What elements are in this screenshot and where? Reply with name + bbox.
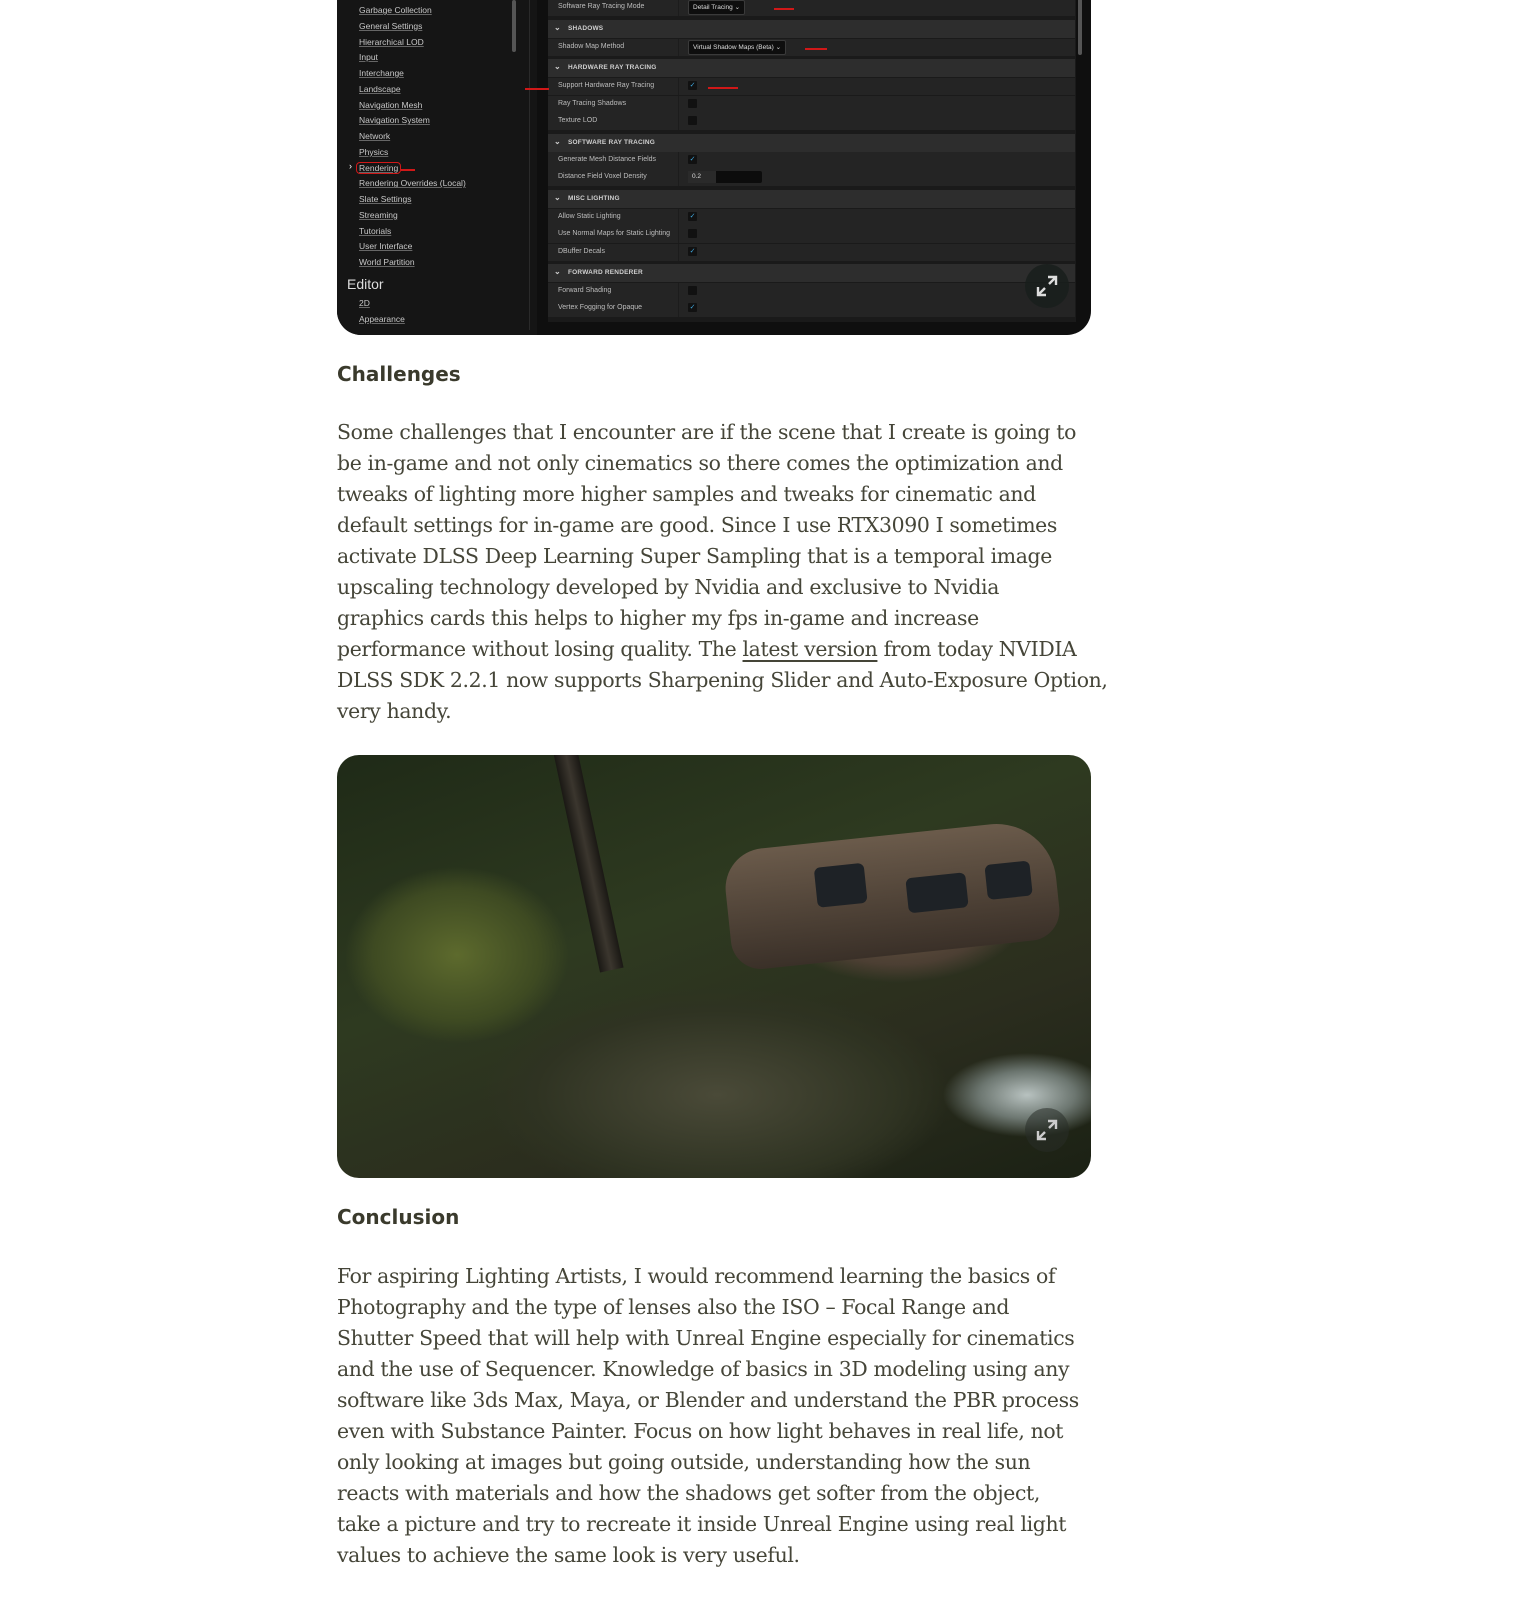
sidebar-item-landscape[interactable]: Landscape [359,83,401,94]
setting-row-vertex-fog [548,300,1075,318]
setting-row-normal-maps-static [548,226,1075,244]
sidebar-item-2d[interactable]: 2D [359,298,370,308]
sidebar-item-interchange[interactable]: Interchange [359,68,404,78]
check-icon: ✓ [689,156,696,163]
forest-cars-render-image [337,755,1091,1178]
chevron-down-icon: ⌄ [734,4,741,11]
setting-checkbox[interactable] [688,229,697,238]
section-header-misc-header [548,190,1075,208]
setting-checkbox[interactable] [688,212,697,221]
annotation-arrow [774,8,794,10]
setting-checkbox[interactable] [688,286,697,295]
annotation-arrow [708,87,738,89]
annotation-arrow [401,169,415,171]
text: performance without losing quality. The [337,637,743,661]
section-title: HARDWARE RAY TRACING [568,64,657,71]
sidebar-item-streaming[interactable]: Streaming [359,209,398,220]
section-header-forward-header [548,264,1075,282]
expand-icon [1035,1118,1059,1142]
challenges-heading: Challenges [337,362,461,386]
dropdown-value: Virtual Shadow Maps (Beta) [693,44,774,51]
sidebar-item-tutorials[interactable]: Tutorials [359,225,392,236]
setting-checkbox[interactable] [688,81,697,90]
setting-label: Allow Static Lighting [558,213,621,220]
section-header-hw-rt-header [548,59,1075,77]
setting-label: Texture LOD [558,117,598,124]
setting-row-allow-static [548,209,1075,227]
text-line: very handy. [337,699,452,723]
dropdown-value: Detail Tracing [693,4,733,11]
sidebar-scrollbar[interactable] [512,0,516,52]
tree-trunk [552,755,623,972]
setting-row-rt-shadows [548,96,1075,114]
section-title: SHADOWS [568,25,604,32]
expand-image-button[interactable] [1025,1108,1069,1152]
sidebar-item-garbage-collection[interactable]: Garbage Collection [359,5,432,15]
text-line: Shutter Speed that will help with Unreal Engine especially for cinematics [337,1326,1075,1350]
setting-label: Vertex Fogging for Opaque [558,304,643,311]
setting-label: Ray Tracing Shadows [558,100,627,107]
section-title: MISC LIGHTING [568,195,620,202]
chevron-down-icon: ⌄ [775,44,782,51]
text-line: take a picture and try to recreate it inside Unreal Engine using real light [337,1512,1067,1536]
setting-label: Software Ray Tracing Mode [558,3,645,10]
abandoned-car [722,818,1063,972]
setting-checkbox[interactable] [688,303,697,312]
text-line: software like 3ds Max, Maya, or Blender and understand the PBR process [337,1388,1079,1412]
text-line: even with Substance Painter. Focus on how light behaves in real life, not [337,1419,1064,1443]
setting-label: Generate Mesh Distance Fields [558,156,657,163]
setting-label: Shadow Map Method [558,43,625,50]
latest-version-link[interactable]: latest version [742,637,878,661]
section-title: FORWARD RENDERER [568,269,643,276]
text-line: activate DLSS Deep Learning Super Sampling that is a temporal image [337,544,1052,568]
details-scrollbar[interactable] [1078,0,1082,55]
sidebar-item-user-interface[interactable]: User Interface [359,241,413,252]
setting-number-input[interactable] [688,171,762,183]
sidebar-item-physics[interactable]: Physics [359,146,389,157]
settings-screenshot-image [337,0,1091,335]
conclusion-paragraph [337,1261,1097,1571]
sidebar-item-slate-settings[interactable]: Slate Settings [359,194,412,204]
text-line: DLSS SDK 2.2.1 now supports Sharpening Slider and Auto-Exposure Option, [337,668,1108,692]
sidebar-item-navigation-mesh[interactable]: Navigation Mesh [359,99,423,110]
setting-label: Forward Shading [558,287,612,294]
text-line: graphics cards this helps to higher my fps in-game and increase [337,606,979,630]
chevron-down-icon[interactable]: ⌄ [554,267,561,276]
setting-label: Distance Field Voxel Density [558,173,647,180]
chevron-down-icon[interactable]: ⌄ [554,137,561,146]
text-line: values to achieve the same look is very useful. [337,1543,800,1567]
chevron-down-icon[interactable]: ⌄ [554,193,561,202]
chevron-down-icon[interactable]: ⌄ [554,23,561,32]
check-icon: ✓ [689,304,696,311]
number-value: 0.2 [688,171,716,183]
text-line: reacts with materials and how the shadows get softer from the object, [337,1481,1040,1505]
sidebar-item-appearance[interactable]: Appearance [359,314,405,324]
settings-sidebar [337,0,537,335]
text-line: For aspiring Lighting Artists, I would recommend learning the basics of [337,1264,1056,1288]
text-line: only looking at images but going outside, understanding how the sun [337,1450,1031,1474]
section-header-shadows-header [548,20,1075,38]
setting-row-df-voxel-density [548,169,1075,187]
setting-row-gen-mesh-df [548,152,1075,170]
section-header-sw-rt-header [548,134,1075,152]
sidebar-item-general-settings[interactable]: General Settings [359,20,423,31]
check-icon: ✓ [689,82,696,89]
editor-heading: Editor [347,276,384,292]
chevron-right-icon: › [349,161,352,171]
sidebar-item-rendering[interactable]: Rendering [359,162,399,173]
text-line: Some challenges that I encounter are if the scene that I create is going to [337,420,1077,444]
text: from today NVIDIA [877,637,1077,661]
text-line: upscaling technology developed by Nvidia and exclusive to Nvidia [337,575,1000,599]
text-line: default settings for in-game are good. Since I use RTX3090 I sometimes [337,513,1058,537]
setting-row-dbuffer [548,244,1075,262]
setting-row-forward-shading [548,283,1075,301]
challenges-paragraph [337,417,1108,727]
sidebar-item-hierarchical-lod[interactable]: Hierarchical LOD [359,36,424,47]
expand-image-button[interactable] [1025,264,1069,308]
text-line [337,634,1097,665]
annotation-arrow [805,48,827,50]
text-line: and the use of Sequencer. Knowledge of basics in 3D modeling using any [337,1357,1070,1381]
sidebar-item-network[interactable]: Network [359,131,391,141]
setting-dropdown[interactable] [688,0,745,15]
setting-label: Support Hardware Ray Tracing [558,82,655,89]
text-line: be in-game and not only cinematics so there comes the optimization and [337,451,1063,475]
setting-label: Use Normal Maps for Static Lighting [558,230,671,237]
setting-checkbox[interactable] [688,247,697,256]
sidebar-item-navigation-system[interactable]: Navigation System [359,115,430,126]
sidebar-item-input[interactable]: Input [359,52,378,63]
chevron-down-icon[interactable]: ⌄ [554,62,561,71]
setting-label: DBuffer Decals [558,248,605,255]
setting-row-sw-rt-mode [548,0,1075,17]
setting-dropdown[interactable] [688,40,786,55]
text-line: tweaks of lighting more higher samples and tweaks for cinematic and [337,482,1036,506]
setting-checkbox[interactable] [688,155,697,164]
setting-row-texture-lod [548,113,1075,131]
check-icon: ✓ [689,248,696,255]
expand-icon [1035,274,1059,298]
section-title: SOFTWARE RAY TRACING [568,139,656,146]
setting-checkbox[interactable] [688,116,697,125]
setting-row-support-hw-rt [548,78,1075,96]
setting-checkbox[interactable] [688,99,697,108]
sidebar-item-world-partition[interactable]: World Partition [359,257,415,267]
conclusion-heading: Conclusion [337,1205,460,1229]
sidebar-item-rendering-overrides-local[interactable]: Rendering Overrides (Local) [359,178,466,189]
check-icon: ✓ [689,213,696,220]
text-line: Photography and the type of lenses also the ISO – Focal Range and [337,1295,1010,1319]
annotation-arrow [525,88,549,90]
divider [529,0,530,330]
